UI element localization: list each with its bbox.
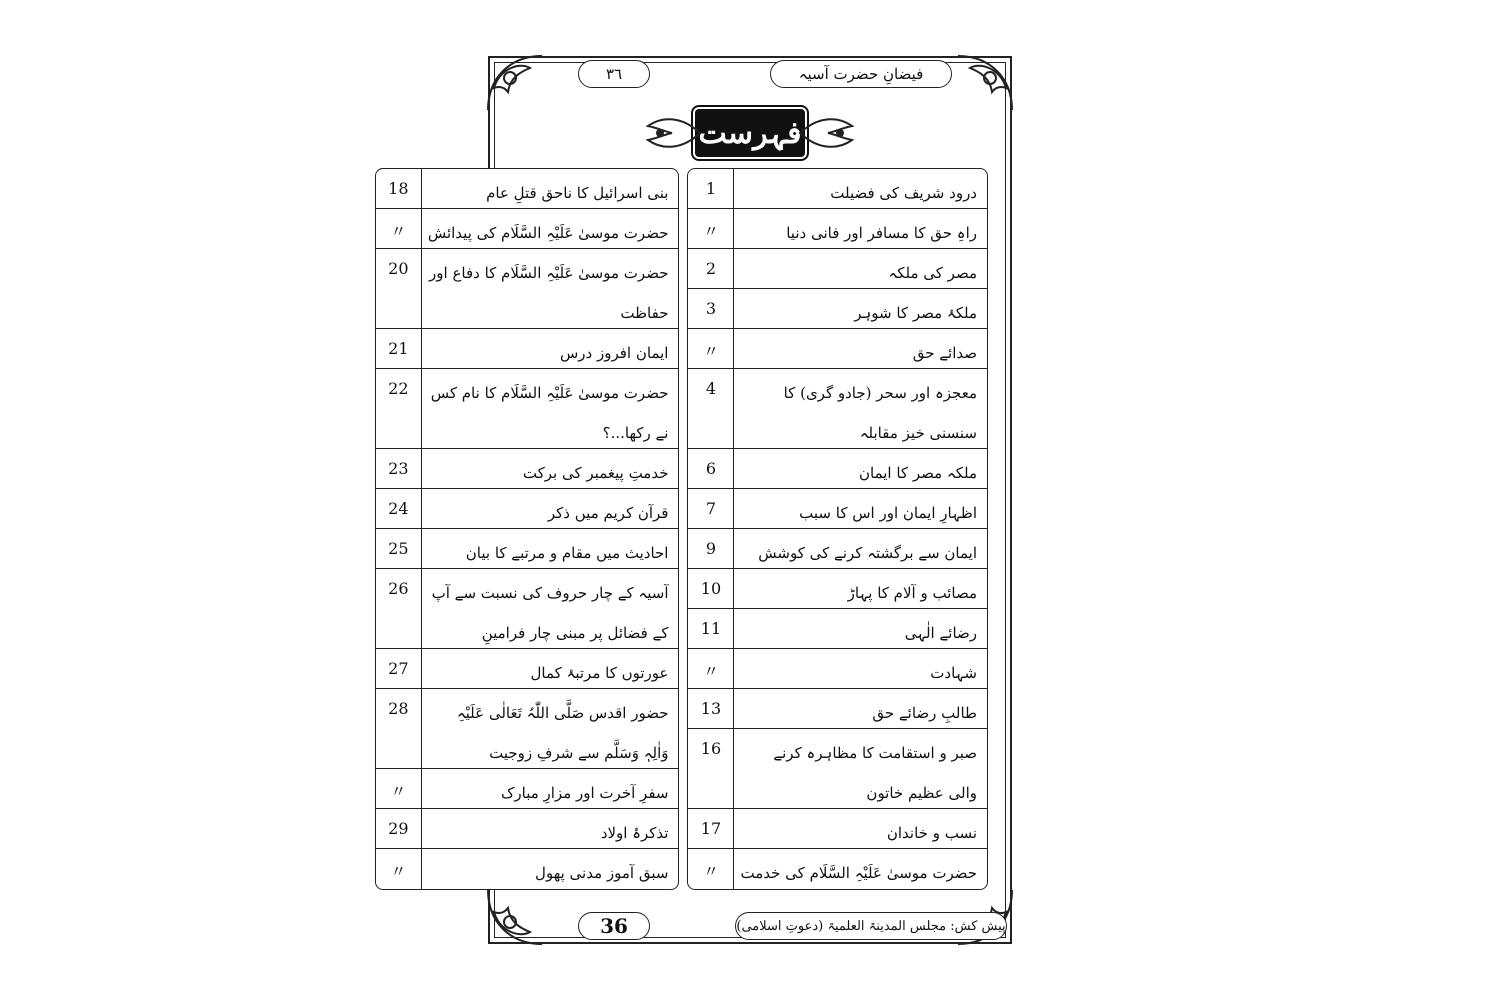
toc-entry-title: طالبِ رضائے حق <box>872 704 977 722</box>
toc-entry-page: 〃 <box>376 849 422 889</box>
toc-entry-page: 13 <box>688 689 734 728</box>
toc-row <box>376 689 679 769</box>
corner-ornament-icon <box>950 48 1020 118</box>
toc-row <box>688 809 987 849</box>
toc-row <box>688 449 987 489</box>
toc-entry-title: حضرت موسیٰ عَلَیْہِ السَّلَام کا دفاع اور حفاظت <box>429 264 669 322</box>
corner-ornament-icon <box>480 882 550 952</box>
toc-entry-page: 21 <box>376 329 422 368</box>
toc-row <box>376 529 679 569</box>
toc-entry-title: آسیہ کے چار حروف کی نسبت سے آپ کے فضائل پر مبنی چار فرامینِ <box>431 584 669 642</box>
toc-entry-page: 27 <box>376 649 422 688</box>
toc-row <box>376 809 679 849</box>
toc-entry-title: حضرت موسیٰ عَلَیْہِ السَّلَام کا نام کس نے رکھا...؟ <box>430 384 669 442</box>
toc-row <box>688 289 987 329</box>
toc-entry-page: 6 <box>688 449 734 488</box>
toc-entry-page: 〃 <box>688 649 734 688</box>
toc-row <box>688 649 987 689</box>
toc-entry-page: 〃 <box>376 209 422 248</box>
toc-entry-title: مصر کی ملکہ <box>888 264 977 282</box>
toc-entry-title: ملکہ مصر کا ایمان <box>858 464 977 482</box>
toc-entry-page: 17 <box>688 809 734 848</box>
toc-entry-title: معجزہ اور سحر (جادو گری) کا سنسنی خیز مقابلہ <box>783 384 977 442</box>
toc-row <box>688 729 987 809</box>
toc-entry-page: 〃 <box>688 209 734 248</box>
page-frame <box>388 48 1020 952</box>
toc-entry-title: سفرِ آخرت اور مزارِ مبارک <box>500 784 669 802</box>
toc-row <box>376 769 679 809</box>
toc-entry-title: صدائے حق <box>912 344 977 362</box>
toc-row <box>688 169 987 209</box>
toc-row <box>688 529 987 569</box>
toc-column-left <box>375 168 680 890</box>
toc-entry-title: خدمتِ پیغمبر کی برکت <box>522 464 669 482</box>
toc-row <box>688 329 987 369</box>
header-page-number: ۳٦ <box>578 60 650 88</box>
header-book-title: فیضانِ حضرت آسیہ <box>770 60 952 88</box>
toc-row <box>688 849 987 889</box>
toc-entry-title: سبق آموز مدنی پھول <box>535 864 669 882</box>
toc-entry-page: 〃 <box>376 769 422 808</box>
toc-entry-title: مصائب و آلام کا پہاڑ <box>847 584 977 602</box>
toc-entry-title: احادیث میں مقام و مرتبے کا بیان <box>465 544 669 562</box>
toc-entry-page: 20 <box>376 249 422 328</box>
toc-entry-page: 28 <box>376 689 422 768</box>
corner-ornament-icon <box>480 48 550 118</box>
toc-entry-title: قرآن کریم میں ذکر <box>547 504 669 522</box>
toc-entry-page: 25 <box>376 529 422 568</box>
toc-entry-page: 2 <box>688 249 734 288</box>
toc-row <box>688 249 987 289</box>
toc-entry-page: 7 <box>688 489 734 528</box>
toc-row <box>688 209 987 249</box>
toc-entry-page: 3 <box>688 289 734 328</box>
toc-entry-page: 23 <box>376 449 422 488</box>
toc-entry-title: ملکۂ مصر کا شوہر <box>854 304 977 322</box>
toc-row <box>376 329 679 369</box>
toc-row <box>376 169 679 209</box>
toc-row <box>376 849 679 889</box>
toc-entry-title: صبر و استقامت کا مظاہرہ کرنے والی عظیم خاتون <box>773 744 977 802</box>
toc-row <box>376 369 679 449</box>
toc-entry-title: نسب و خاندان <box>886 824 977 842</box>
toc-row <box>376 489 679 529</box>
toc-entry-title: اظہارِ ایمان اور اس کا سبب <box>799 504 977 522</box>
toc-entry-page: 24 <box>376 489 422 528</box>
toc-entry-title: ایمان افروز درس <box>560 344 669 362</box>
toc-entry-title: حضور اقدس صَلَّی اللّٰہُ تَعَالٰی عَلَیْہِ وَاٰلِہٖ وَسَلَّم سے شرفِ زوجیت <box>456 704 669 762</box>
toc-entry-title: بنی اسرائیل کا ناحق قتلِ عام <box>486 184 669 202</box>
toc-row <box>688 569 987 609</box>
toc-row <box>376 569 679 649</box>
title-ornament-icon <box>798 106 858 160</box>
toc-entry-title: شہادت <box>930 664 977 682</box>
toc-entry-title: تذکرۂ اولاد <box>600 824 669 842</box>
toc-row <box>688 609 987 649</box>
toc-entry-title: حضرت موسیٰ عَلَیْہِ السَّلَام کی پیدائش <box>427 224 669 242</box>
toc-row <box>376 649 679 689</box>
toc-entry-title: حضرت موسیٰ عَلَیْہِ السَّلَام کی خدمت <box>740 864 977 882</box>
toc-entry-page: 22 <box>376 369 422 448</box>
toc-entry-title: ایمان سے برگشتہ کرنے کی کوشش <box>758 544 977 562</box>
toc-row <box>376 449 679 489</box>
toc-title: فہرست <box>695 109 805 157</box>
toc-entry-page: 4 <box>688 369 734 448</box>
toc-entry-title: رضائے الٰہی <box>904 624 977 642</box>
footer-page-number: 36 <box>578 912 650 940</box>
toc-entry-page: 29 <box>376 809 422 848</box>
toc-entry-page: 〃 <box>688 849 734 889</box>
footer-publisher: پیش کش: مجلس المدینۃ العلمیۃ (دعوتِ اسلامی) <box>735 912 1007 940</box>
toc-entry-page: 26 <box>376 569 422 648</box>
toc-entry-page: 11 <box>688 609 734 648</box>
toc-column-right <box>687 168 988 890</box>
toc-entry-title: راہِ حق کا مسافر اور فانی دنیا <box>786 224 977 242</box>
title-ornament-icon <box>642 106 702 160</box>
toc-entry-page: 18 <box>376 169 422 208</box>
toc-entry-page: 10 <box>688 569 734 608</box>
toc-row <box>688 689 987 729</box>
toc-entry-page: 9 <box>688 529 734 568</box>
toc-entry-page: 1 <box>688 169 734 208</box>
toc-row <box>688 369 987 449</box>
toc-entry-title: درود شریف کی فضیلت <box>830 184 977 202</box>
table-of-contents <box>388 168 988 890</box>
toc-row <box>376 249 679 329</box>
title-plate-container <box>650 106 850 160</box>
toc-entry-page: 16 <box>688 729 734 808</box>
toc-entry-page: 〃 <box>688 329 734 368</box>
toc-row <box>376 209 679 249</box>
toc-row <box>688 489 987 529</box>
toc-entry-title: عورتوں کا مرتبۂ کمال <box>530 664 669 682</box>
